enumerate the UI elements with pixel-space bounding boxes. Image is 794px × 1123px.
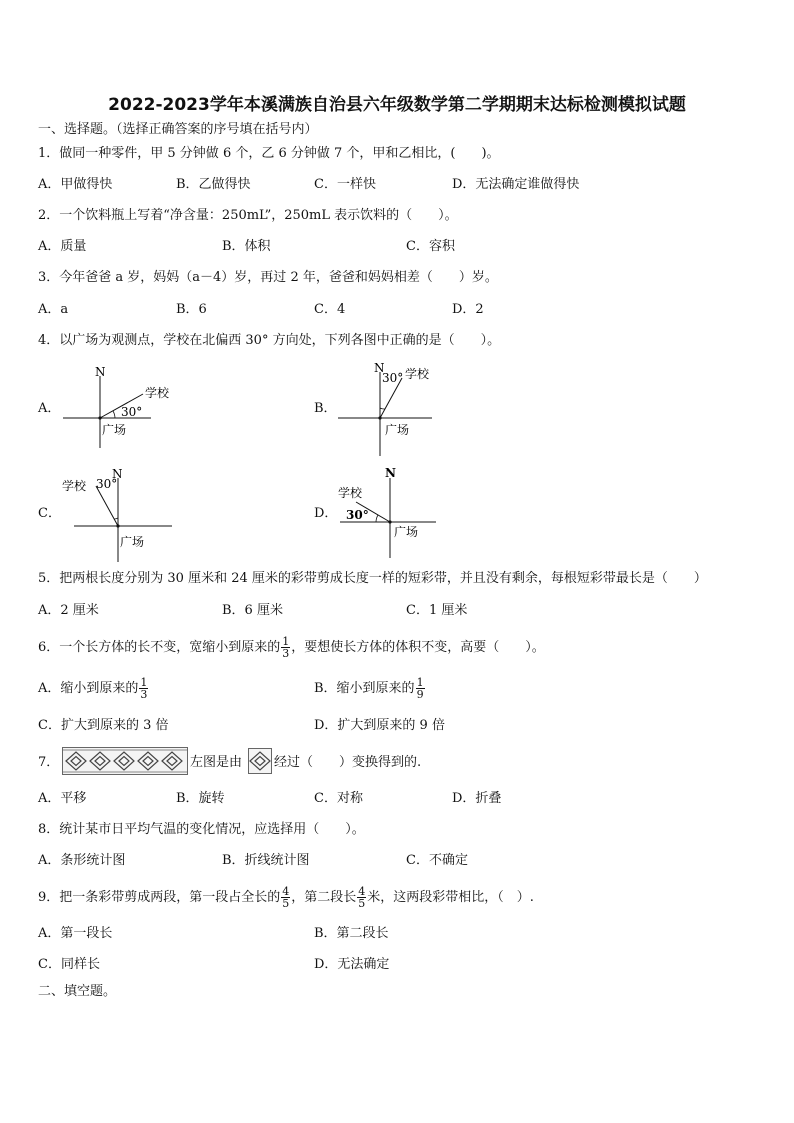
angle-label: 30° [382,371,404,385]
question-4-option-b: B． [314,401,337,416]
question-1-stem: 1．做同一种零件，甲 5 分钟做 6 个，乙 6 分钟做 7 个，甲和乙相比，( )。 [38,146,500,161]
question-9-option-b: B．第二段长 [314,926,389,941]
fraction: $\frac{1}{3}$ [140,676,148,701]
north-label: N [385,466,396,480]
question-7-text-post: 经过（ ）变换得到的. [274,755,422,770]
fraction: $\frac{4}{5}$ [358,885,366,910]
question-4-stem: 4．以广场为观测点，学校在北偏西 30° 方向处，下列各图中正确的是（ ）。 [38,333,501,348]
question-6-option-a: A．缩小到原来的 $\frac{1}{3}$ [38,676,148,701]
question-3-option-d: D．2 [452,302,484,317]
square-label: 广场 [394,525,419,539]
question-7-number: 7． [38,755,60,770]
question-7-option-d: D．折叠 [452,791,502,806]
direction-diagram-b [330,360,440,460]
question-3-option-c: C．4 [314,302,346,317]
north-label: N [374,361,385,375]
question-9-stem: 9．把一条彩带剪成两段，第一段占全长的 $\frac{4}{5}$ ，第二段长 $\frac{4}{5}$ 米，这两段彩带相比，（ ）. [38,885,534,910]
angle-label: 30° [96,477,118,491]
question-5-stem: 5．把两根长度分别为 30 厘米和 24 厘米的彩带剪成长度一样的短彩带，并且没有剩余，每根短彩带最长是（ ） [38,571,707,586]
angle-label: 30° [346,508,369,522]
section-heading-choice: 一、选择题。（选择正确答案的序号填在括号内） [38,122,318,137]
question-4-option-d: D． [314,506,338,521]
section-heading-fill: 二、填空题。 [38,984,117,999]
question-5-option-a: A．2 厘米 [38,603,99,618]
fraction: $\frac{4}{5}$ [282,885,290,910]
question-2-option-c: C．容积 [406,239,455,254]
question-9-option-c: C．同样长 [38,957,100,972]
angle-label: 30° [121,405,143,419]
question-1-option-b: B．乙做得快 [176,177,251,192]
north-label: N [112,467,123,481]
question-8-option-a: A．条形统计图 [38,853,126,868]
school-label: 学校 [62,479,87,493]
question-6-option-c: C．扩大到原来的 3 倍 [38,718,169,733]
question-1-option-d: D．无法确定谁做得快 [452,177,580,192]
question-4-option-c: C． [38,506,61,521]
question-8-stem: 8．统计某市日平均气温的变化情况，应选择用（ ）。 [38,822,365,837]
question-3-option-a: A．a [38,302,69,317]
single-tile-image [248,748,272,774]
square-label: 广场 [120,535,145,549]
border-pattern-image [62,747,188,775]
school-label: 学校 [338,486,363,500]
question-6-option-b: B．缩小到原来的 $\frac{1}{9}$ [314,676,424,701]
north-label: N [95,365,106,379]
question-1-option-c: C．一样快 [314,177,376,192]
question-7-text-mid: 左图是由 [190,755,243,770]
school-label: 学校 [405,367,430,381]
question-7-option-a: A．平移 [38,791,87,806]
direction-diagram-d [332,462,442,562]
question-8-option-b: B．折线统计图 [222,853,310,868]
direction-diagram-a [55,362,170,452]
school-label: 学校 [145,386,170,400]
page-title: 2022-2023学年本溪满族自治县六年级数学第二学期期末达标检测模拟试题 [108,95,686,115]
question-5-option-b: B．6 厘米 [222,603,283,618]
question-2-option-b: B．体积 [222,239,271,254]
direction-diagram-c [58,464,178,564]
question-6-stem: 6．一个长方体的长不变，宽缩小到原来的 $\frac{1}{3}$ ，要想使长方体的体积不变，高要（ ）。 [38,635,545,660]
question-4-option-a: A． [38,401,61,416]
question-9-option-a: A．第一段长 [38,926,113,941]
square-label: 广场 [102,423,127,437]
fraction: $\frac{1}{9}$ [416,676,424,701]
question-3-option-b: B．6 [176,302,207,317]
question-5-option-c: C．1 厘米 [406,603,468,618]
question-1-option-a: A．甲做得快 [38,177,113,192]
question-7-option-c: C．对称 [314,791,363,806]
question-2-option-a: A．质量 [38,239,87,254]
question-8-option-c: C．不确定 [406,853,468,868]
question-7-option-b: B．旋转 [176,791,225,806]
fraction: $\frac{1}{3}$ [282,635,290,660]
question-6-option-d: D．扩大到原来的 9 倍 [314,718,445,733]
question-9-option-d: D．无法确定 [314,957,390,972]
question-3-stem: 3．今年爸爸 a 岁，妈妈（a－4）岁，再过 2 年，爸爸和妈妈相差（ ）岁。 [38,270,498,285]
square-label: 广场 [385,423,410,437]
question-2-stem: 2．一个饮料瓶上写着“净含量：250mL”，250mL 表示饮料的（ ）。 [38,208,458,223]
